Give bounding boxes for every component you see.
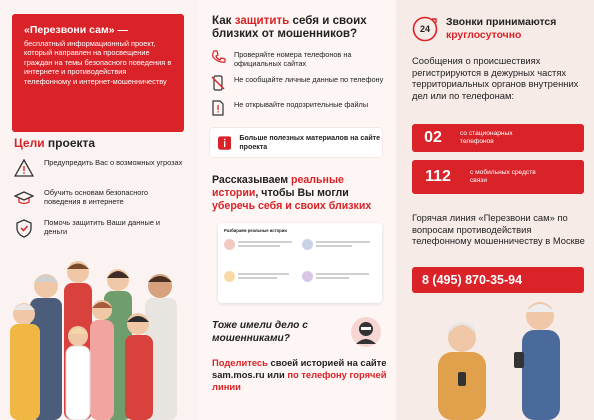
graduation-cap-icon xyxy=(14,188,34,208)
goal-item xyxy=(14,188,184,208)
tip-item xyxy=(210,75,388,91)
share-text: Поделитесь своей историей на сайте sam.mos.ru или по телефону горячей линии xyxy=(212,357,387,392)
site-link[interactable]: sam.mos.ru xyxy=(212,369,265,380)
warning-icon xyxy=(14,158,34,178)
about-text: бесплатный информационный проект, который направлен на просвещение граждан на темы безопасного поведения в интернете и противодействия телефонному и интернет-мошенничеству xyxy=(24,39,172,86)
goals-heading: Цели проекта xyxy=(14,136,96,150)
stories-heading: Рассказываем реальные истории, чтобы Вы могли уберечь себя и своих близких xyxy=(212,174,372,212)
hacker-icon xyxy=(350,316,382,348)
more-materials-label: Больше полезных материалов на сайте проекта xyxy=(239,133,381,151)
phone-label: с мобильных средств связи xyxy=(470,169,536,184)
stories-preview-card[interactable] xyxy=(218,223,382,303)
phone-number: 112 xyxy=(425,168,451,185)
phone-icon xyxy=(210,50,226,66)
story-thumb xyxy=(224,271,298,299)
story-thumb xyxy=(302,239,376,267)
tip-text: Не сообщайте личные данные по телефону xyxy=(234,75,384,84)
no-phone-icon xyxy=(210,75,226,91)
elderly-couple-illustration xyxy=(418,296,586,420)
goal-text: Помочь защитить Ваши данные и деньги xyxy=(44,218,161,237)
goal-text: Обучить основам безопасного поведения в интернете xyxy=(44,188,149,207)
protect-heading: Как защитить себя и своих близких от мошенников? xyxy=(212,14,367,40)
people-group-illustration xyxy=(6,252,194,420)
about-box xyxy=(12,14,184,132)
calls-heading: Звонки принимаются круглосуточно xyxy=(446,17,557,41)
tip-item xyxy=(210,50,388,68)
hotline-number-button[interactable] xyxy=(412,267,584,293)
goal-item xyxy=(14,158,184,178)
tip-text: Проверяйте номера телефонов на официальных сайтах xyxy=(234,50,352,68)
tip-text: Не открывайте подозрительные файлы xyxy=(234,100,369,109)
clock-badge: 24 xyxy=(419,24,430,34)
shield-icon xyxy=(14,218,34,238)
phone-112-button[interactable] xyxy=(412,160,584,194)
tip-item xyxy=(210,100,388,116)
phone-number: 02 xyxy=(424,129,442,146)
hotline-number: 8 (495) 870-35-94 xyxy=(422,273,523,287)
file-warning-icon xyxy=(210,100,226,116)
hotline-text: Горячая линия «Перезвони сам» по вопросам противодействия телефонному мошенничеству в Москве xyxy=(412,212,585,247)
stories-card-title: Разбираем реальные истории xyxy=(224,228,287,233)
story-thumb xyxy=(302,271,376,299)
story-thumb xyxy=(224,239,298,267)
goal-item xyxy=(14,218,184,238)
about-title: «Перезвони сам» — xyxy=(24,24,128,36)
phone-02-button[interactable] xyxy=(412,124,584,152)
info-icon xyxy=(218,135,231,151)
goal-text: Предупредить Вас о возможных угрозах xyxy=(44,158,183,167)
more-materials-button[interactable] xyxy=(210,128,382,157)
phone-label: со стационарных телефонов xyxy=(460,130,513,145)
incident-text: Сообщения о происшествиях регистрируются в дежурных частях территориальных органов внутренних дел или по телефонам: xyxy=(412,55,579,101)
column-about xyxy=(0,0,198,420)
share-question: Тоже имели дело с мошенниками? xyxy=(212,320,308,344)
